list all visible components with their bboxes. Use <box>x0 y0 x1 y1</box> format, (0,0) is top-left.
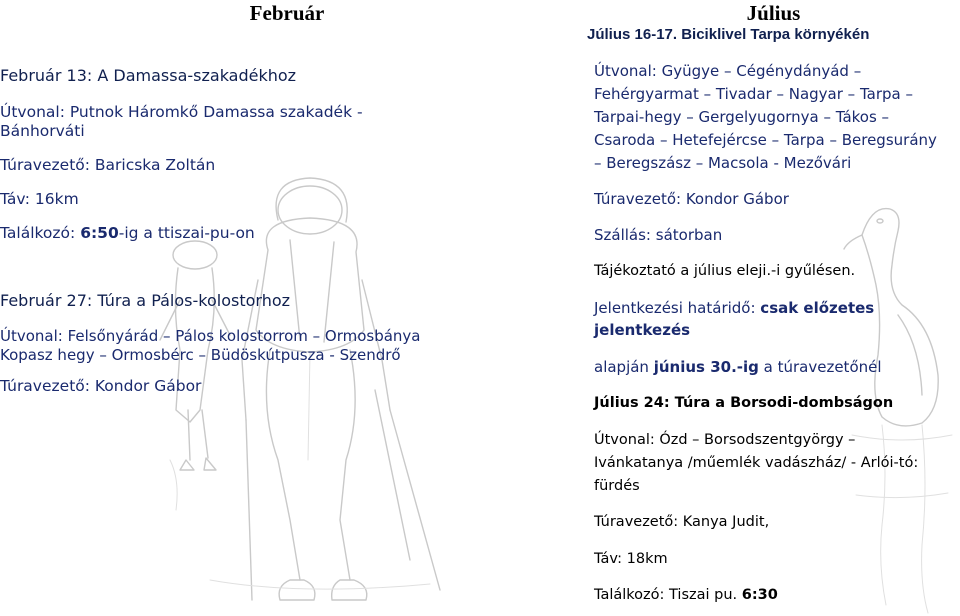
route-text: Fehérgyarmat – Tivadar – Nagyar – Tarpa – <box>594 85 913 103</box>
tour-heading: Február 13: A Damassa-szakadékhoz <box>0 66 297 85</box>
deadline-text <box>594 321 690 340</box>
deadline-suffix: a túravezetőnél <box>758 358 882 376</box>
route-text: – Beregszász – Macsola - Mezővári <box>594 154 852 172</box>
distance-text: Táv: 18km <box>594 551 668 567</box>
deadline-date: június 30.-ig <box>653 358 759 376</box>
guide-text: Túravezető: Kondor Gábor <box>594 190 789 208</box>
deadline-bold: csak előzetes <box>760 299 875 317</box>
route-text: Ivánkatanya /műemlék vadászház/ - Arlói-tó: <box>594 455 919 471</box>
month-title-february: Február <box>249 1 325 25</box>
lodging-text: Szállás: sátorban <box>594 226 723 244</box>
tour-heading: Február 27: Túra a Pálos-kolostorhoz <box>0 291 291 310</box>
route-text: Útvonal: Gyügye – Cégénydányád – <box>594 62 862 80</box>
tour-heading <box>594 394 893 413</box>
july-column <box>587 0 960 616</box>
deadline-prefix: alapján <box>594 358 654 376</box>
guide-text: Túravezető: Kondor Gábor <box>0 377 202 395</box>
meeting-prefix: Találkozó: Tiszai pu. <box>594 587 742 603</box>
meeting-time: 6:30 <box>741 587 778 603</box>
route-text: Kopasz hegy – Ormosbérc – Büdöskútpusza - Szendrő <box>0 346 401 364</box>
route-text: fürdés <box>594 478 640 494</box>
info-text: Tájékoztató a július eleji.-i gyűlésen. <box>594 263 856 279</box>
guide-text: Túravezető: Baricska Zoltán <box>0 156 216 174</box>
tour-heading-text: Július 24: Túra a Borsodi-dombságon <box>594 395 894 411</box>
deadline-text <box>594 358 882 377</box>
tour-heading: Július 16-17. Biciklivel Tarpa környékén <box>587 26 870 43</box>
meeting-time: 6:50 <box>80 224 119 242</box>
deadline-prefix: Jelentkezési határidő: <box>594 299 761 317</box>
distance-text: Táv: 16km <box>0 190 79 208</box>
meeting-text <box>594 586 778 605</box>
meeting-prefix: Találkozó: <box>0 224 81 242</box>
meeting-text <box>0 224 255 243</box>
deadline-bold: jelentkezés <box>594 321 691 339</box>
month-title-july: Július <box>746 1 801 25</box>
route-text: Útvonal: Felsőnyárád – Pálos kolostorrom – Ormosbánya <box>0 327 421 345</box>
route-text: Tarpai-hegy – Gergelyugornya – Tákos – <box>594 108 890 126</box>
route-text: Útvonal: Ózd – Borsodszentgyörgy – <box>594 432 856 448</box>
route-text: Útvonal: Putnok Háromkő Damassa szakadék - Bánhorváti <box>0 103 363 140</box>
deadline-text <box>594 299 874 318</box>
route-text: Csaroda – Hetefejércse – Tarpa – Beregsurány <box>594 131 937 149</box>
meeting-suffix: -ig a ttiszai-pu-on <box>118 224 255 242</box>
guide-text: Túravezető: Kanya Judit, <box>594 514 770 530</box>
